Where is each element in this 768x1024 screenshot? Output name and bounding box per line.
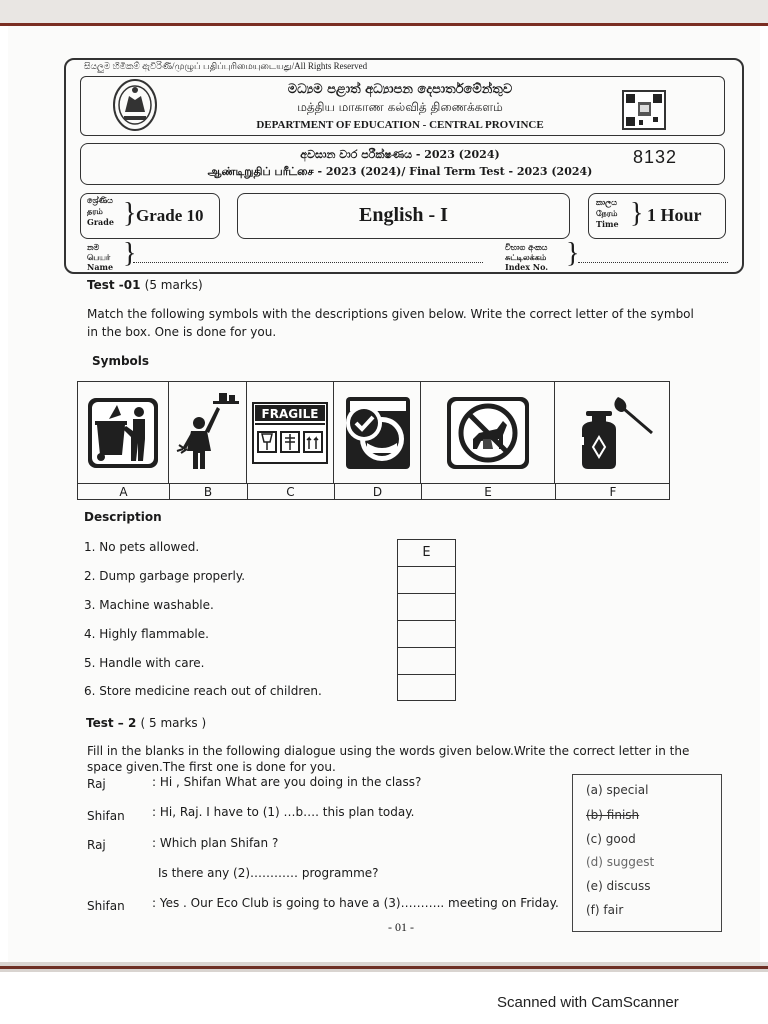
machine-washable-icon xyxy=(342,395,412,471)
test2-instruction-line2: space given.The first one is done for you. xyxy=(87,760,336,774)
dialogue-line: Is there any (2)………… programme? xyxy=(158,866,379,880)
time-label-tamil: நேரம் xyxy=(596,208,618,218)
page-number: - 01 - xyxy=(388,920,414,934)
letter-divider xyxy=(247,483,248,500)
word-option: (a) special xyxy=(586,783,649,797)
dialogue-speaker: Raj xyxy=(87,838,106,852)
time-labels xyxy=(596,197,619,230)
letter-divider xyxy=(421,483,422,500)
symbol-letter-row xyxy=(78,483,669,500)
name-labels xyxy=(87,242,113,272)
symbol-letter-b: B xyxy=(203,485,213,499)
dialogue-line: : Which plan Shifan ? xyxy=(152,836,279,850)
government-emblem-icon xyxy=(112,78,158,132)
answer-box-1[interactable]: E xyxy=(398,540,455,567)
test1-title-text: Test -01 xyxy=(87,278,141,292)
symbol-cell-e xyxy=(421,382,555,483)
description-item: 5. Handle with care. xyxy=(84,656,205,670)
test1-instruction-line2: in the box. One is done for you. xyxy=(87,325,277,339)
description-item: 1. No pets allowed. xyxy=(84,540,200,554)
dialogue-line: : Hi , Shifan What are you doing in the class? xyxy=(152,775,422,789)
qr-code-icon xyxy=(622,90,666,130)
grade-label-sinhala: ශ්‍රේණිය xyxy=(87,195,113,205)
test1-instruction-line1: Match the following symbols with the descriptions given below. Write the correct letter of the symbol xyxy=(87,307,694,321)
no-pets-icon xyxy=(445,395,531,471)
scan-top-border xyxy=(0,0,768,26)
index-brace: } xyxy=(566,238,580,269)
answer-box-5[interactable] xyxy=(398,648,455,675)
answer-box-6[interactable] xyxy=(398,675,455,702)
symbol-letter-d: D xyxy=(372,485,383,499)
test2-instruction-line1: Fill in the blanks in the following dialogue using the words given below.Write the correct letter in the xyxy=(87,744,690,758)
test2-marks: ( 5 marks ) xyxy=(140,716,207,730)
index-number-field[interactable] xyxy=(578,262,728,263)
symbols-heading: Symbols xyxy=(92,354,150,368)
name-label-english: Name xyxy=(87,262,114,272)
test1-marks: (5 marks) xyxy=(144,278,203,292)
symbol-letter-e: E xyxy=(484,485,492,499)
symbols-table xyxy=(77,381,670,500)
description-item: 6. Store medicine reach out of children. xyxy=(84,684,322,698)
symbol-cell-d xyxy=(334,382,421,483)
symbol-cell-c xyxy=(247,382,334,483)
description-item: 3. Machine washable. xyxy=(84,598,214,612)
symbol-letter-f: F xyxy=(609,485,617,499)
dialogue-speaker: Raj xyxy=(87,777,106,791)
department-name-english: DEPARTMENT OF EDUCATION - CENTRAL PROVINCE xyxy=(256,119,544,131)
dialogue-line: : Hi, Raj. I have to (1) …b…. this plan today. xyxy=(152,805,415,819)
flammable-gas-icon xyxy=(568,395,658,471)
name-label-tamil: பெயர் xyxy=(87,252,111,262)
answer-box-2[interactable] xyxy=(398,567,455,594)
test2-title-text: Test – 2 xyxy=(86,716,137,730)
name-label-sinhala: නම xyxy=(87,242,100,252)
time-label-english: Time xyxy=(596,219,619,229)
index-label-sinhala: විභාග අංකය xyxy=(505,242,548,252)
description-heading: Description xyxy=(84,510,162,524)
answer-boxes xyxy=(397,539,456,701)
grade-label-english: Grade xyxy=(87,217,114,227)
time-label-sinhala: කාලය xyxy=(596,197,617,207)
symbol-letter-a: A xyxy=(119,485,128,499)
word-option: (f) fair xyxy=(586,903,624,917)
camscanner-watermark: Scanned with CamScanner xyxy=(497,994,679,1011)
time-value: 1 Hour xyxy=(647,205,702,225)
paper-code: 8132 xyxy=(633,147,678,167)
symbol-cell-a xyxy=(78,382,169,483)
letter-divider xyxy=(555,483,556,500)
test1-title xyxy=(87,278,203,292)
grade-labels xyxy=(87,195,114,228)
word-option: (e) discuss xyxy=(586,879,651,893)
word-option: (b) finish xyxy=(586,808,640,822)
word-option: (c) good xyxy=(586,832,636,846)
grade-brace: } xyxy=(123,198,137,229)
description-item: 2. Dump garbage properly. xyxy=(84,569,246,583)
department-name-tamil: மத்திய மாகாண கல்வித் திணைக்களம் xyxy=(297,100,503,114)
index-labels xyxy=(505,242,548,272)
grade-label-tamil: தரம் xyxy=(87,206,103,216)
symbol-letter-c: C xyxy=(286,485,295,499)
department-name-sinhala: මධ්‍යම පළාත් අධ්‍යාපන දෙපාර්තමේන්තුව xyxy=(287,82,513,97)
exam-title-tamil-english: ஆண்டிறுதிப் பரீட்சை - 2023 (2024)/ Final Term Test - 2023 (2024) xyxy=(207,165,593,178)
dump-garbage-icon xyxy=(87,397,159,469)
letter-divider xyxy=(334,483,335,500)
out-of-reach-of-children-icon xyxy=(175,393,241,473)
scan-bottom-border xyxy=(0,962,768,972)
symbol-cell-f xyxy=(555,382,671,483)
subject-title: English - I xyxy=(359,204,448,226)
answer-box-4[interactable] xyxy=(398,621,455,648)
name-brace: } xyxy=(123,238,137,269)
time-brace: } xyxy=(630,198,644,229)
dialogue-speaker: Shifan xyxy=(87,809,125,823)
index-label-english: Index No. xyxy=(505,262,549,272)
symbol-cell-b xyxy=(169,382,247,483)
dialogue-speaker: Shifan xyxy=(87,899,125,913)
description-item: 4. Highly flammable. xyxy=(84,627,209,641)
fragile-sign-text: FRAGILE xyxy=(261,406,319,421)
grade-value: Grade 10 xyxy=(136,206,204,225)
name-field[interactable] xyxy=(133,262,483,263)
scan-edge-bottom xyxy=(0,966,768,969)
fragile-icon xyxy=(252,402,328,464)
word-option: (d) suggest xyxy=(586,855,655,869)
exam-title-sinhala: අවසාන වාර පරීක්ෂණය - 2023 (2024) xyxy=(300,148,500,161)
rights-reserved-text: සියලුම හිමිකම් ඇවිරිණි/முழுப் பதிப்புரிமையுடையது/All Rights Reserved xyxy=(84,61,368,71)
dialogue-line: : Yes . Our Eco Club is going to have a (3)……….. meeting on Friday. xyxy=(152,896,559,910)
index-label-tamil: சுட்டிலக்கம் xyxy=(505,252,547,262)
answer-box-3[interactable] xyxy=(398,594,455,621)
test2-title xyxy=(86,716,206,730)
letter-divider xyxy=(169,483,170,500)
